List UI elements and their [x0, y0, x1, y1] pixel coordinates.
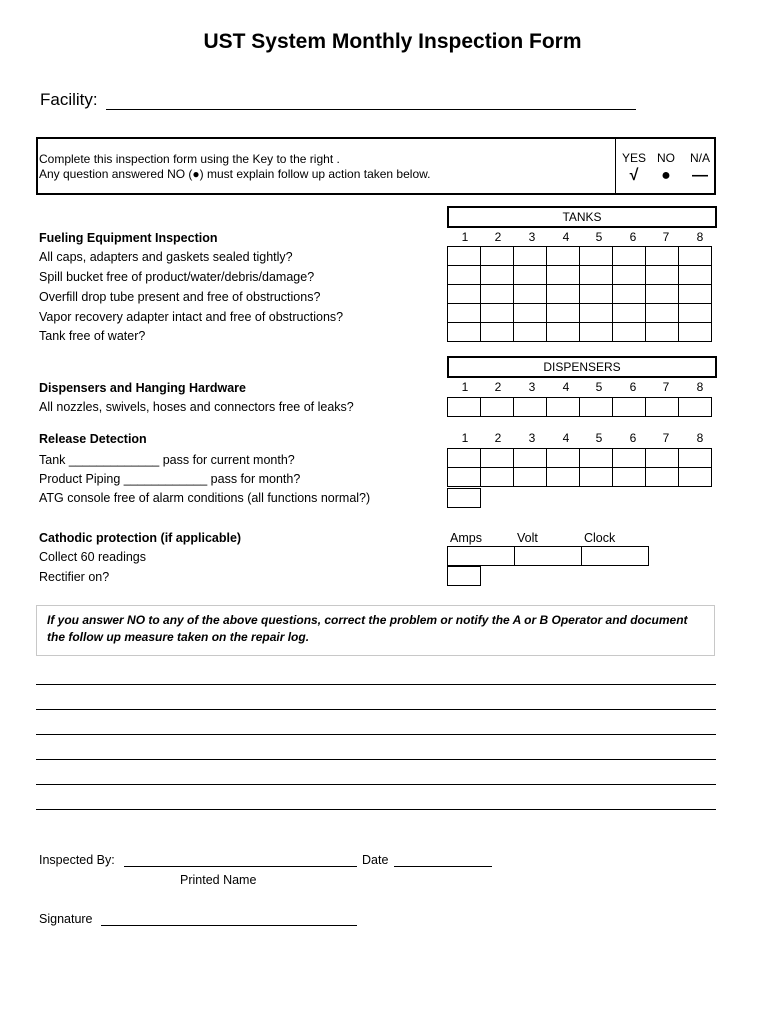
- date-label: Date: [362, 853, 389, 867]
- tank-number: 5: [595, 230, 603, 244]
- cathodic-column-volt: Volt: [517, 531, 538, 545]
- check-cell[interactable]: [580, 247, 613, 266]
- note-text: If you answer NO to any of the above questions, correct the problem or notify the A or B Operator and document the follow up measure taken on the repair log.: [47, 613, 688, 644]
- follow-up-line[interactable]: [36, 734, 716, 735]
- check-cell[interactable]: [514, 285, 547, 304]
- check-cell[interactable]: [547, 398, 580, 417]
- check-cell[interactable]: [679, 323, 712, 342]
- check-cell[interactable]: [679, 449, 712, 468]
- check-cell[interactable]: [481, 304, 514, 323]
- clock-cell[interactable]: [582, 547, 649, 566]
- check-cell[interactable]: [613, 247, 646, 266]
- check-cell[interactable]: [448, 489, 481, 508]
- check-cell[interactable]: [514, 266, 547, 285]
- dispenser-number: 2: [494, 380, 502, 394]
- date-field[interactable]: [394, 866, 492, 867]
- follow-up-line[interactable]: [36, 684, 716, 685]
- follow-up-line[interactable]: [36, 809, 716, 810]
- check-cell[interactable]: [646, 468, 679, 487]
- check-cell[interactable]: [547, 266, 580, 285]
- amps-cell[interactable]: [448, 547, 515, 566]
- check-cell[interactable]: [448, 468, 481, 487]
- check-cell[interactable]: [613, 304, 646, 323]
- check-cell[interactable]: [679, 285, 712, 304]
- check-cell[interactable]: [448, 323, 481, 342]
- printed-name-label: Printed Name: [180, 873, 257, 887]
- check-cell[interactable]: [448, 247, 481, 266]
- tanks-grid: [447, 246, 712, 342]
- release-grid: [447, 448, 712, 487]
- key-divider: [615, 137, 616, 195]
- bullet-icon: ●: [661, 167, 671, 184]
- dispensers-grid: [447, 397, 712, 417]
- release-number: 6: [629, 431, 637, 445]
- check-cell[interactable]: [481, 247, 514, 266]
- check-cell[interactable]: [481, 398, 514, 417]
- check-cell[interactable]: [580, 398, 613, 417]
- signature-label: Signature: [39, 912, 93, 926]
- check-cell[interactable]: [613, 266, 646, 285]
- check-cell[interactable]: [547, 323, 580, 342]
- release-number: 3: [528, 431, 536, 445]
- check-cell[interactable]: [679, 266, 712, 285]
- dash-icon: —: [692, 167, 708, 184]
- tank-number: 2: [494, 230, 502, 244]
- key-header-yes: YES: [621, 151, 646, 165]
- check-cell[interactable]: [646, 266, 679, 285]
- follow-up-line[interactable]: [36, 759, 716, 760]
- fueling-question: Tank free of water?: [39, 329, 146, 343]
- check-cell[interactable]: [514, 247, 547, 266]
- fueling-heading: Fueling Equipment Inspection: [39, 231, 218, 245]
- check-cell[interactable]: [448, 449, 481, 468]
- dispenser-number: 5: [595, 380, 603, 394]
- dispenser-number: 4: [562, 380, 570, 394]
- check-cell[interactable]: [514, 449, 547, 468]
- tank-number: 7: [662, 230, 670, 244]
- follow-up-line[interactable]: [36, 784, 716, 785]
- page-title: UST System Monthly Inspection Form: [203, 30, 582, 53]
- dispenser-number: 8: [696, 380, 704, 394]
- check-cell[interactable]: [580, 468, 613, 487]
- fueling-question: Spill bucket free of product/water/debris/damage?: [39, 270, 315, 284]
- check-cell[interactable]: [514, 398, 547, 417]
- check-cell[interactable]: [448, 398, 481, 417]
- tank-number: 1: [461, 230, 469, 244]
- check-cell[interactable]: [646, 285, 679, 304]
- check-cell[interactable]: [547, 468, 580, 487]
- check-cell[interactable]: [646, 323, 679, 342]
- release-question: ATG console free of alarm conditions (all functions normal?): [39, 491, 371, 505]
- dispensers-header: DISPENSERS: [447, 356, 717, 378]
- release-heading: Release Detection: [39, 432, 147, 446]
- check-cell[interactable]: [448, 266, 481, 285]
- check-cell[interactable]: [613, 285, 646, 304]
- check-cell[interactable]: [481, 449, 514, 468]
- check-cell[interactable]: [613, 468, 646, 487]
- facility-label: Facility:: [40, 90, 98, 109]
- check-cell[interactable]: [514, 304, 547, 323]
- check-cell[interactable]: [547, 247, 580, 266]
- tanks-header: TANKS: [447, 206, 717, 228]
- check-cell[interactable]: [547, 304, 580, 323]
- check-cell[interactable]: [646, 304, 679, 323]
- release-number: 8: [696, 431, 704, 445]
- dispenser-number: 6: [629, 380, 637, 394]
- fueling-question: Overfill drop tube present and free of obstructions?: [39, 290, 321, 304]
- tank-number: 8: [696, 230, 704, 244]
- key-instruction-line2: Any question answered NO (●) must explain follow up action taken below.: [39, 167, 431, 181]
- check-cell[interactable]: [481, 285, 514, 304]
- check-cell[interactable]: [580, 449, 613, 468]
- atg-console-cell-row: [447, 488, 481, 508]
- release-number: 4: [562, 431, 570, 445]
- check-cell[interactable]: [481, 468, 514, 487]
- key-header-no: NO: [657, 151, 675, 165]
- inspected-by-label: Inspected By:: [39, 853, 115, 867]
- cathodic-question: Collect 60 readings: [39, 550, 147, 564]
- check-cell[interactable]: [514, 323, 547, 342]
- check-cell[interactable]: [547, 449, 580, 468]
- facility-field[interactable]: [106, 109, 636, 110]
- signature-field[interactable]: [101, 925, 357, 926]
- cathodic-column-amps: Amps: [450, 531, 482, 545]
- dispenser-number: 3: [528, 380, 536, 394]
- fueling-question: Vapor recovery adapter intact and free of obstructions?: [39, 310, 344, 324]
- dispensers-heading: Dispensers and Hanging Hardware: [39, 381, 247, 395]
- check-cell[interactable]: [448, 304, 481, 323]
- check-cell[interactable]: [481, 323, 514, 342]
- check-cell[interactable]: [580, 323, 613, 342]
- check-cell[interactable]: [514, 468, 547, 487]
- cathodic-heading: Cathodic protection (if applicable): [39, 531, 242, 545]
- check-cell[interactable]: [580, 304, 613, 323]
- dispenser-number: 1: [461, 380, 469, 394]
- release-number: 5: [595, 431, 603, 445]
- release-question: Product Piping ____________ pass for month?: [39, 472, 301, 486]
- key-header-na: N/A: [689, 151, 710, 165]
- check-cell[interactable]: [481, 266, 514, 285]
- cathodic-column-clock: Clock: [584, 531, 616, 545]
- check-cell[interactable]: [646, 398, 679, 417]
- check-cell[interactable]: [613, 323, 646, 342]
- cathodic-readings-grid: [447, 546, 649, 566]
- check-cell[interactable]: [580, 266, 613, 285]
- check-cell[interactable]: [547, 285, 580, 304]
- check-cell[interactable]: [613, 449, 646, 468]
- checkmark-icon: √: [629, 167, 639, 184]
- check-cell[interactable]: [679, 304, 712, 323]
- check-cell[interactable]: [448, 567, 481, 586]
- check-cell[interactable]: [646, 247, 679, 266]
- check-cell[interactable]: [679, 468, 712, 487]
- check-cell[interactable]: [646, 449, 679, 468]
- follow-up-line[interactable]: [36, 709, 716, 710]
- rectifier-cell-row: [447, 566, 481, 586]
- volt-cell[interactable]: [515, 547, 582, 566]
- tank-number: 6: [629, 230, 637, 244]
- check-cell[interactable]: [448, 285, 481, 304]
- check-cell[interactable]: [679, 247, 712, 266]
- check-cell[interactable]: [613, 398, 646, 417]
- dispensers-question: All nozzles, swivels, hoses and connectors free of leaks?: [39, 400, 354, 414]
- release-question: Tank _____________ pass for current month?: [39, 453, 295, 467]
- key-instruction-line1: Complete this inspection form using the Key to the right .: [39, 152, 340, 166]
- check-cell[interactable]: [580, 285, 613, 304]
- release-number: 1: [461, 431, 469, 445]
- dispenser-number: 7: [662, 380, 670, 394]
- check-cell[interactable]: [679, 398, 712, 417]
- fueling-question: All caps, adapters and gaskets sealed tightly?: [39, 250, 293, 264]
- release-number: 7: [662, 431, 670, 445]
- tank-number: 4: [562, 230, 570, 244]
- tank-number: 3: [528, 230, 536, 244]
- cathodic-question: Rectifier on?: [39, 570, 110, 584]
- release-number: 2: [494, 431, 502, 445]
- inspected-by-field[interactable]: [124, 866, 357, 867]
